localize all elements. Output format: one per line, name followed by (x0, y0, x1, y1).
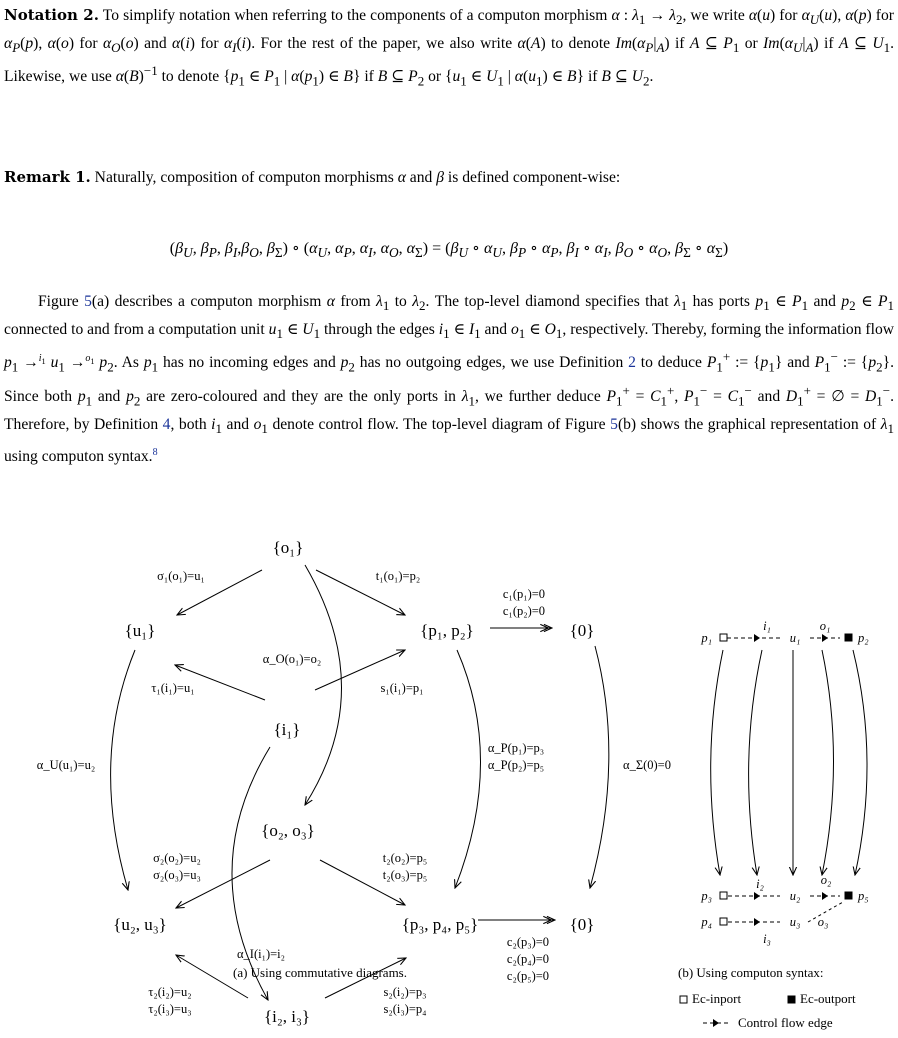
b-label-o3: o₃ (817, 915, 829, 929)
label-c1a: c₁(p₁)=0 (502, 587, 546, 601)
b-label-o1: o₁ (819, 619, 831, 633)
caption-a: (a) Using commutative diagrams. (232, 965, 408, 980)
b-label-i2: i₂ (756, 877, 764, 891)
label-tau2a: τ₂(i₂)=u₂ (148, 985, 192, 999)
b-label-i1: i₁ (763, 619, 771, 633)
arrow-t1 (316, 570, 405, 615)
outport-p5 (845, 892, 852, 899)
arrow-sigma1 (177, 570, 262, 615)
label-alphaPb: α_P(p₂)=p₅ (487, 758, 545, 772)
b-label-u1: u₁ (789, 631, 801, 645)
inport-p4 (720, 918, 727, 925)
caption-b: (b) Using computon syntax: (678, 965, 824, 980)
label-tau2b: τ₂(i₃)=u₃ (148, 1002, 192, 1016)
arrow-b-i1-i2 (749, 650, 762, 875)
arrow-b-p2-p5 (853, 650, 867, 875)
node-o1: {o₁} (272, 538, 304, 557)
b-label-u2: u₂ (789, 889, 801, 903)
label-c1b: c₁(p₂)=0 (502, 604, 546, 618)
node-p1p2: {p₁, p₂} (420, 621, 474, 640)
arrow-b-o1-o2 (822, 650, 834, 875)
b-label-p1: p₁ (701, 631, 712, 645)
label-alphaU: α_U(u₁)=u₂ (36, 758, 96, 772)
label-alphaSigma: α_Σ(0)=0 (623, 758, 671, 772)
label-sigma1: σ₁(o₁)=u₁ (157, 569, 205, 583)
label-alphaO: α_O(o₁)=o₂ (262, 652, 322, 666)
legend-inport-icon (680, 996, 687, 1003)
label-t2b: t₂(o₃)=p₅ (382, 868, 428, 882)
label-alphaI: α_I(i₁)=i₂ (237, 947, 285, 961)
arrow-sigma2 (176, 860, 270, 908)
label-s1: s₁(i₁)=p₁ (380, 681, 424, 695)
label-alphaPa: α_P(p₁)=p₃ (487, 741, 545, 755)
notation-paragraph: Notation 2. To simplify notation when referring to the components of a computon morphism α : $\lambda_1 \to \lambda_2$, we write α(u) for $\alpha_U(u)$, α(p) for $\alpha_P(p)$, α(o) for $\alpha_O(o)$ and α(i) for $\alpha_I(i)$. For the rest of the paper, we also write α(A) to denote $Im(\alpha_P|_A)$ if A ⊆ $P_1$ or $Im(\alpha_U|_A)$ if A ⊆ $U_1$. Likewise, we use $\alpha(B)^{-1}$ to denote {$p_1$ ∈ $P_1$ | $\alpha(p_1)$ ∈ B} if B ⊆ $P_2$ or {$u_1$ ∈ $U_1$ | $\alpha(u_1)$ ∈ B} if B ⊆ $U_2$. (4, 6, 894, 89)
node-o2o3: {o₂, o₃} (261, 821, 315, 840)
b-label-p4: p₄ (701, 915, 712, 929)
b-label-o2: o₂ (820, 873, 832, 887)
composition-equation: ($\beta_U$, $\beta_P$, $\beta_I,\beta_O$, $\beta_\Sigma$) ∘ ($\alpha_U$, $\alpha_P$, $\alpha_I$, $\alpha_O$, $\alpha_\Sigma) = (\beta_U$ ∘ $\alpha_U$, $\beta_P$ ∘ $\alpha_P$, $\beta_I$ ∘ $\alpha_I$, $\beta_O$ ∘ $\alpha_O$, $\beta_\Sigma$ ∘ $\alpha_\Sigma$) (169, 240, 729, 261)
label-s2a: s₂(i₂)=p₃ (383, 985, 427, 999)
legend-control-label: Control flow edge (738, 1015, 833, 1030)
arrow-tau2 (176, 955, 248, 998)
edge-b-u3-p5 (808, 902, 843, 922)
node-u1: {u₁} (124, 621, 156, 640)
node-zero-top: {0} (569, 621, 595, 640)
inport-p1 (720, 634, 727, 641)
label-t1: t₁(o₁)=p₂ (375, 569, 421, 583)
legend-outport-icon (788, 996, 795, 1003)
arrow-alphaO (305, 565, 342, 805)
arrow-t2 (320, 860, 405, 905)
label-c2a: c₂(p₃)=0 (506, 935, 550, 949)
arrow-tau1 (175, 665, 265, 700)
b-label-p5: p₅ (858, 889, 869, 903)
legend-outport-label: Ec-outport (800, 991, 856, 1006)
inport-p3 (720, 892, 727, 899)
arrow-alphaU (111, 650, 135, 890)
notation-heading: Notation 2. (4, 6, 99, 24)
label-sigma2a: σ₂(o₂)=u₂ (153, 851, 201, 865)
arrow-alphaSigma (590, 646, 609, 888)
b-label-i3: i₃ (763, 932, 771, 946)
b-label-u3: u₃ (789, 915, 801, 929)
node-i1: {i₁} (273, 720, 301, 739)
node-i2i3: {i₂, i₃} (263, 1007, 311, 1026)
outport-p2 (845, 634, 852, 641)
b-label-p3: p₃ (701, 889, 712, 903)
legend-inport-label: Ec-inport (692, 991, 742, 1006)
arrow-alphaP (455, 650, 481, 888)
label-c2c: c₂(p₅)=0 (506, 969, 550, 983)
remark-heading: Remark 1. (4, 168, 91, 186)
label-sigma2b: σ₂(o₃)=u₃ (153, 868, 201, 882)
body-paragraph: Figure 5(a) describes a computon morphism α from $\lambda_1$ to $\lambda_2$. The top-level diamond specifies that $\lambda_1$ has ports $p_1$ ∈ $P_1$ and $p_2$ ∈ $P_1$ connected to and from a computation unit $u_1$ ∈ $U_1$ through the edges $i_1$ ∈ $I_1$ and $o_1$ ∈ $O_1$, respectively. Thereby, forming the information flow $p_1 \to^{i_1}$ $u_1 \to^{o_1}$ $p_2$. As $p_1$ has no incoming edges and $p_2$ has no outgoing edges, we use Definition 2 to deduce $P_1^+$ := $\{p_1\}$ and $P_1^-$ := $\{p_2\}$. Since both $p_1$ and $p_2$ are zero-coloured and they are the only ports in $\lambda_1$, we further deduce $P_1^+ = C_1^+$, $P_1^- = C_1^-$ and $D_1^+$ = ∅ = $D_1^-$. Therefore, by Definition 4, both $i_1$ and $o_1$ denote control flow. The top-level diagram of Figure 5(b) shows the graphical representation of $\lambda_1$ using computon syntax.$^8$ (4, 293, 895, 466)
label-t2a: t₂(o₂)=p₅ (382, 851, 428, 865)
label-s2b: s₂(i₃)=p₄ (383, 1002, 427, 1016)
node-u2u3: {u₂, u₃} (113, 915, 167, 934)
arrow-s2 (325, 958, 406, 998)
b-label-p2: p₂ (858, 631, 869, 645)
arrow-b-p1-p3 (711, 650, 723, 875)
arrow-alphaI (232, 747, 270, 1000)
arrow-s1 (315, 650, 405, 690)
remark-paragraph: Remark 1. Naturally, composition of computon morphisms α and β is defined component-wise: (4, 168, 621, 186)
label-tau1: τ₁(i₁)=u₁ (151, 681, 195, 695)
node-p3p4p5: {p₃, p₄, p₅} (401, 915, 479, 934)
label-c2b: c₂(p₄)=0 (506, 952, 550, 966)
node-zero-bot: {0} (569, 915, 595, 934)
